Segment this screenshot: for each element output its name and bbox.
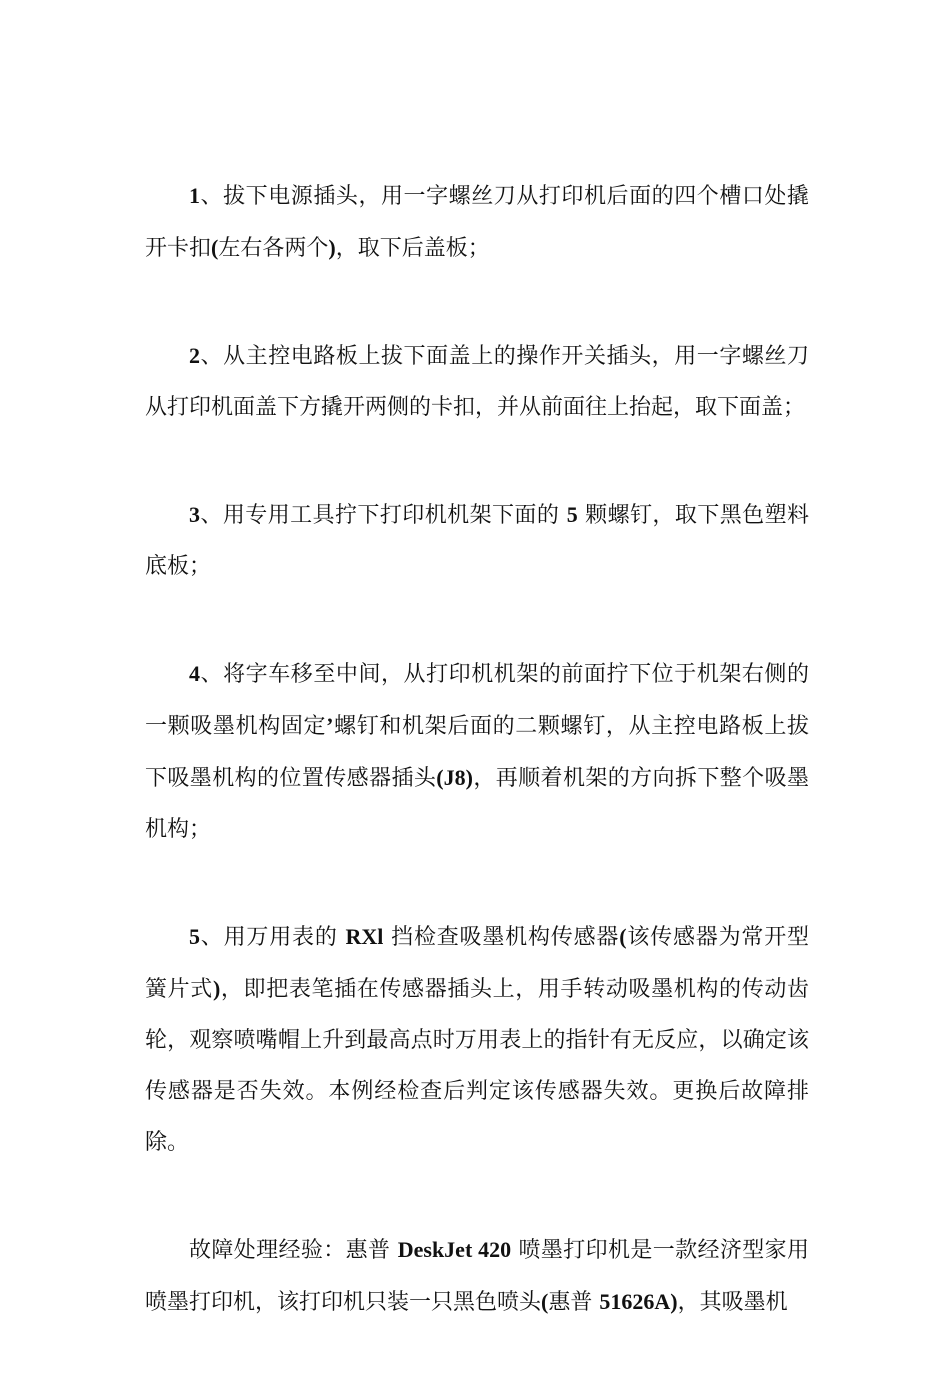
paragraph-text: 故障处理经验：惠普 — [189, 1238, 398, 1263]
paragraph-text: ，其吸墨机 — [677, 1290, 788, 1315]
printer-model: DeskJet 420 — [397, 1237, 512, 1262]
paragraph-text: 惠普 — [548, 1290, 600, 1315]
paragraph-text: 、拔下电源插头，用一字螺丝刀从打印机后面的四个槽口处撬开卡扣 — [145, 184, 809, 261]
paragraph-text: ，取下后盖板； — [335, 236, 490, 261]
paren-close: ) — [328, 235, 336, 260]
paragraph-text: 、用专用工具拧下打印机机架下面的 — [200, 503, 567, 528]
paragraph-step-3 — [145, 489, 809, 592]
paragraph-text: ，即把表笔插在传感器插头上，用手转动吸墨机构的传动齿轮，观察喷嘴帽上升到最高点时万用表上的指针有无反应，以确定该传感器是否失效。本例经检查后判定该传感器失效。更换后故障排除。 — [145, 977, 809, 1155]
apostrophe-mark: ’ — [326, 713, 334, 738]
paren-open: ( — [541, 1289, 549, 1314]
meter-range: RXl — [345, 924, 384, 949]
paragraph-text: 喷墨打印机是一款经济型家用喷墨打印机，该打印机只装一只黑色喷头 — [145, 1238, 809, 1315]
paren-open: ( — [211, 235, 219, 260]
cartridge-model: 51626A) — [599, 1289, 678, 1314]
paragraph-text: 左右各两个 — [218, 236, 329, 261]
paragraph-text: 该传感器为常开型簧片式 — [145, 925, 809, 1002]
paragraph-text: ，再顺着机架的方向拆下整个吸墨机构； — [145, 766, 809, 842]
paragraph-text: 颗螺钉，取下黑色塑料底板； — [145, 503, 809, 579]
paragraph-step-2 — [145, 330, 809, 433]
screw-count: 5 — [566, 502, 578, 527]
step-number: 3 — [189, 502, 200, 527]
connector-label: (J8) — [436, 765, 473, 790]
paragraph-step-5 — [145, 911, 809, 1168]
paragraph-text: 、用万用表的 — [200, 925, 346, 950]
paragraph-text: 螺钉和机架后面的二颗螺钉，从主控电路板上拔下吸墨机构的位置传感器插头 — [145, 714, 809, 791]
paren-close: ) — [212, 976, 221, 1001]
paragraph-text: 、将字车移至中间，从打印机机架的前面拧下位于机架右侧的一颗吸墨机构固定 — [145, 662, 809, 739]
paragraph-step-1 — [145, 170, 809, 274]
paren-open: ( — [619, 924, 627, 949]
paragraph-text: 挡检查吸墨机构传感器 — [383, 925, 620, 950]
step-number: 4 — [189, 661, 200, 686]
document-page — [145, 170, 809, 1384]
paragraph-text: 、从主控电路板上拔下面盖上的操作开关插头，用一字螺丝刀从打印机面盖下方撬开两侧的卡扣，并从前面往上抬起，取下面盖； — [145, 344, 809, 420]
paragraph-step-4 — [145, 648, 809, 855]
step-number: 2 — [189, 343, 200, 368]
step-number: 1 — [189, 183, 200, 208]
step-number: 5 — [189, 924, 200, 949]
paragraph-experience — [145, 1224, 809, 1328]
